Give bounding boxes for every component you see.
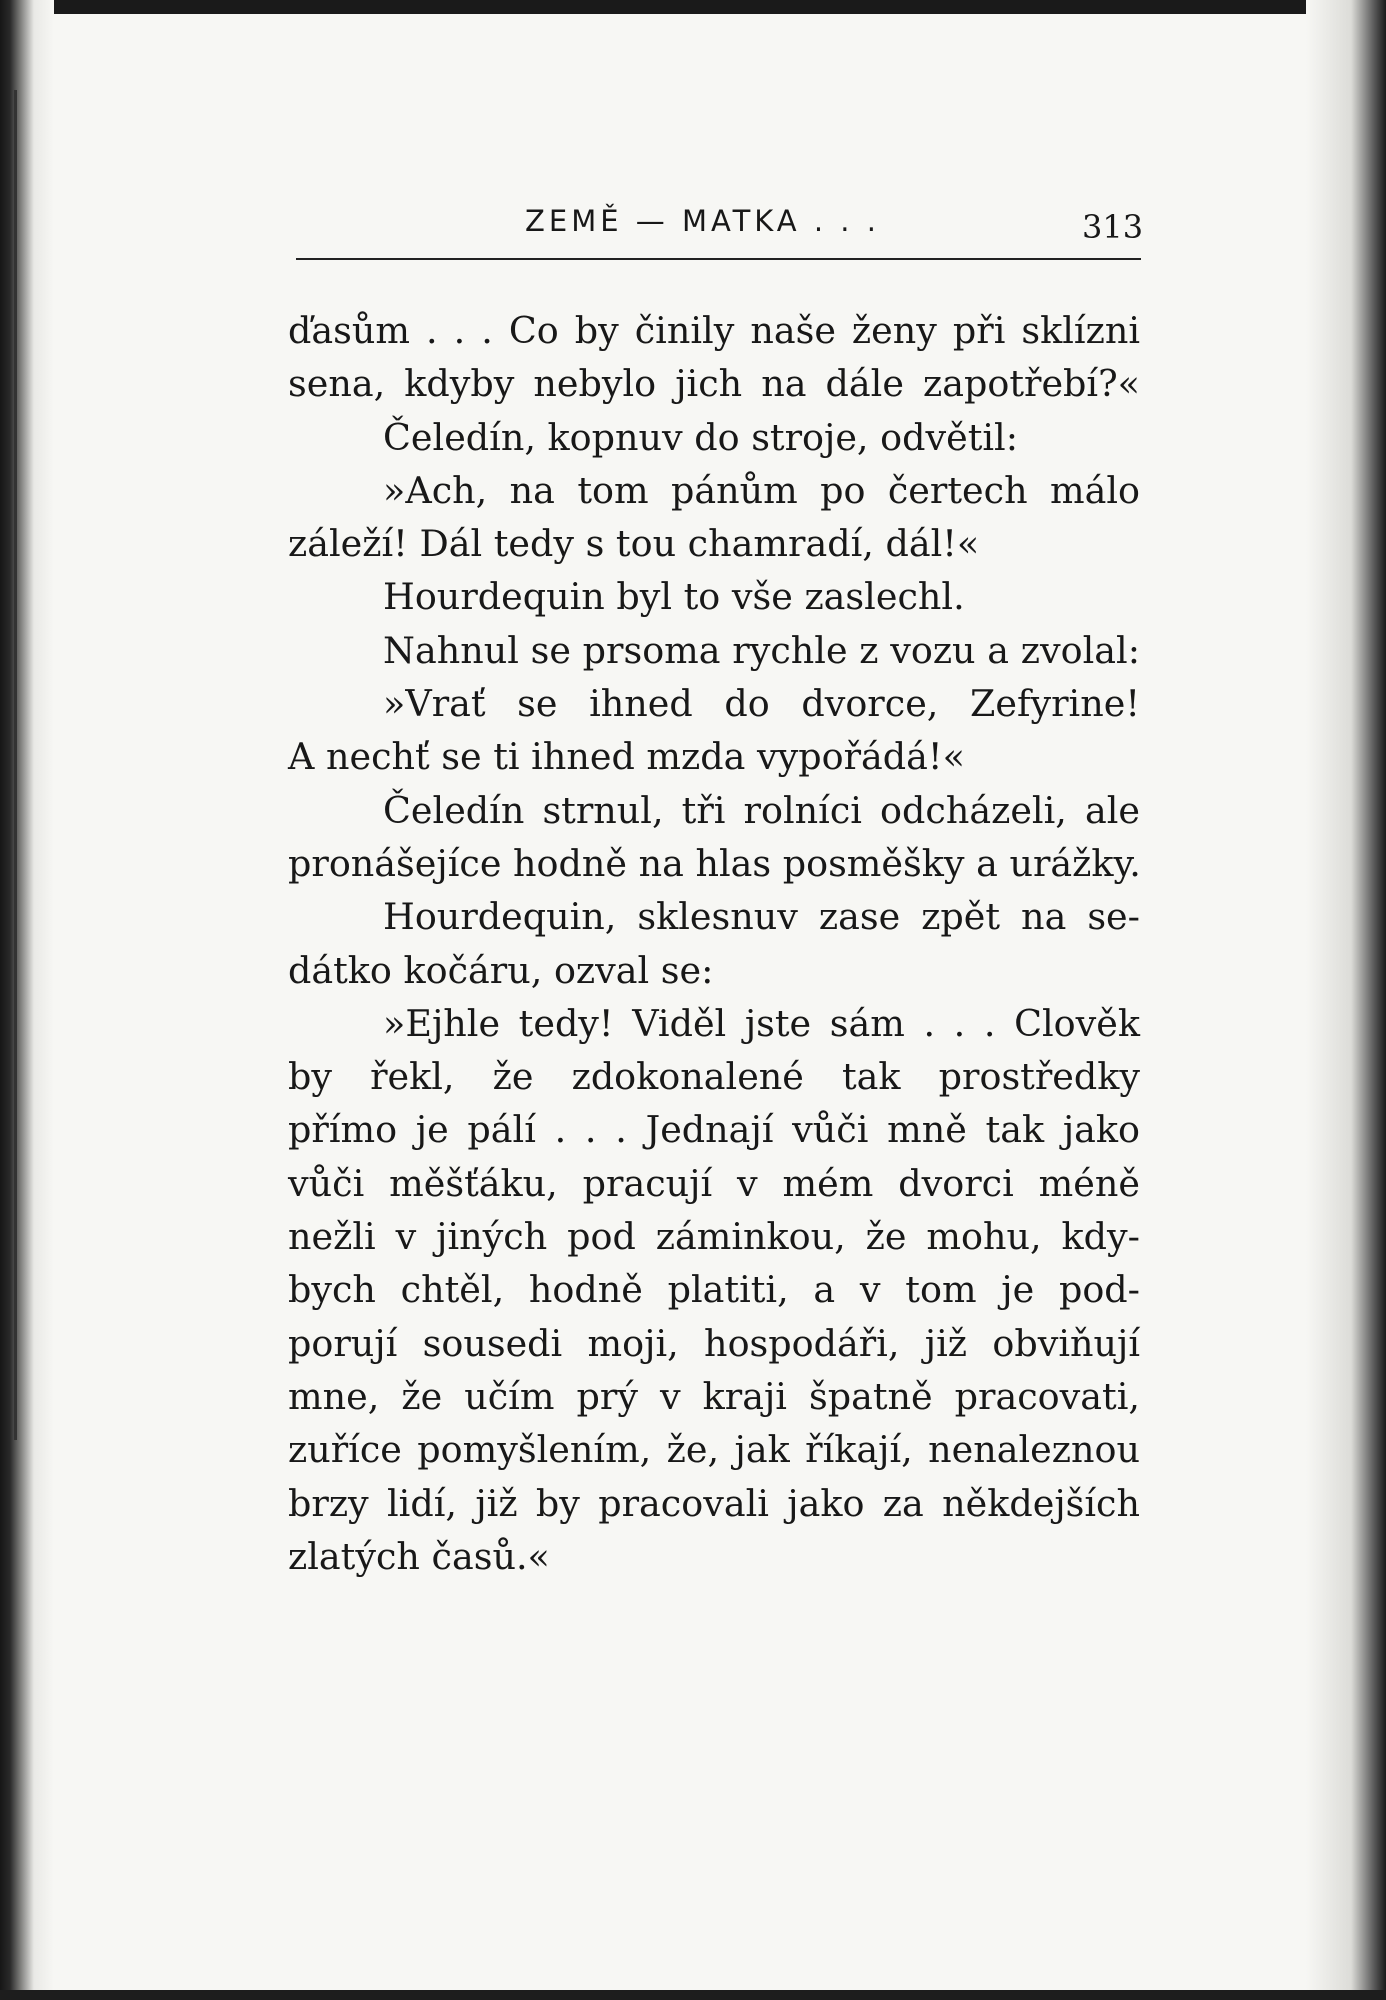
text-line: dátko kočáru, ozval se:	[288, 948, 714, 992]
scan-right-edge	[1306, 0, 1386, 2000]
text-line: »Vrať se ihned do dvorce, Zefyrine!	[383, 682, 1140, 726]
text-line: pronášejíce hodně na hlas posměšky a urážky.	[288, 841, 1141, 885]
text-line: ďasům . . . Co by činily naše ženy při sklízni	[288, 309, 1140, 352]
text-line: by řekl, že zdokonalené tak prostředky	[288, 1055, 1140, 1099]
text-line: vůči měšťáku, pracují v mém dvorci méně	[288, 1161, 1140, 1205]
text-line: Hourdequin byl to vše zaslechl.	[383, 575, 965, 619]
text-line: bych chtěl, hodně platiti, a v tom je pod-	[288, 1268, 1140, 1312]
header-rule	[296, 258, 1141, 260]
binding-line	[14, 90, 17, 1440]
text-line: Čeledín strnul, tři rolníci odcházeli, ale	[383, 788, 1140, 832]
body-text	[288, 304, 1140, 1583]
text-line: porují sousedi moji, hospodáři, již obviňují	[288, 1321, 1140, 1365]
text-line: sena, kdyby nebylo jich na dále zapotřebí?«	[288, 362, 1140, 406]
text-line: mne, že učím prý v kraji špatně pracovati,	[288, 1374, 1140, 1418]
scan-left-edge	[0, 0, 54, 2000]
text-line: přímo je pálí . . . Jednají vůči mně tak jako	[288, 1108, 1140, 1152]
text-line: Nahnul se prsoma rychle z vozu a zvolal:	[383, 628, 1140, 672]
text-line: Hourdequin, sklesnuv zase zpět na se-	[383, 895, 1140, 939]
text-line: zuříce pomyšlením, že, jak říkají, nenaleznou	[288, 1428, 1140, 1472]
text-line: zlatých časů.«	[288, 1534, 550, 1578]
text-line: brzy lidí, již by pracovali jako za někdejších	[288, 1481, 1140, 1525]
text-line: nežli v jiných pod záminkou, že mohu, kdy-	[288, 1215, 1140, 1259]
scan-top-shadow	[0, 0, 1386, 14]
text-line: A nechť se ti ihned mzda vypořádá!«	[288, 735, 965, 779]
running-title: ZEMĚ — MATKA . . .	[525, 204, 880, 238]
scan-bottom-edge	[0, 1990, 1386, 2000]
text-line: »Ach, na tom pánům po čertech málo	[383, 468, 1140, 512]
text-line: »Ejhle tedy! Viděl jste sám . . . Clověk	[383, 1001, 1140, 1045]
text-line: záleží! Dál tedy s tou chamradí, dál!«	[288, 522, 980, 566]
text-line: Čeledín, kopnuv do stroje, odvětil:	[383, 415, 1019, 459]
page-number: 313	[1082, 208, 1144, 246]
